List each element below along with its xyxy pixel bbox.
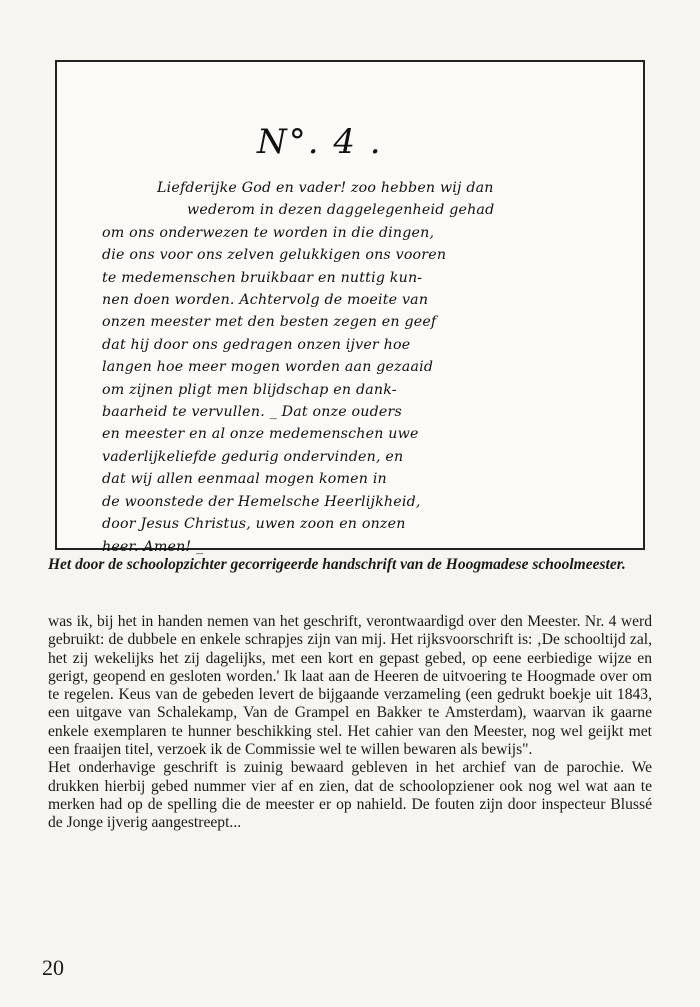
handwriting-line: vaderlijkeliefde gedurig ondervinden, en — [102, 448, 404, 465]
handwriting-line: onzen meester met den besten zegen en geef — [102, 314, 437, 331]
handwriting-line: Liefderijke God en vader! zoo hebben wij dan — [157, 180, 494, 196]
figure-caption: Het door de schoolopzichter gecorrigeerde handschrift van de Hoogmadese schoolmeester. — [48, 556, 626, 573]
page-number: 20 — [42, 955, 64, 980]
handwriting-line: om zijnen pligt men blijdschap en dank- — [102, 381, 397, 398]
handwriting-line: om ons onderwezen te worden in die dingen, — [102, 224, 435, 241]
handwriting-line: de woonstede der Hemelsche Heerlijkheid, — [102, 493, 421, 510]
handwriting-line: baarheid te vervullen. _ Dat onze ouders — [102, 404, 402, 421]
handwriting-line: die ons voor ons zelven gelukkigen ons vooren — [102, 247, 447, 264]
handwriting-line: te medemenschen bruikbaar en nuttig kun- — [102, 269, 423, 286]
handwriting-line: nen doen worden. Achtervolg de moeite van — [102, 292, 429, 309]
handwriting-line: langen hoe meer mogen worden aan gezaaid — [102, 359, 434, 376]
handwriting-line: heer. Amen! _ — [102, 538, 204, 555]
handwriting-figure — [55, 60, 645, 555]
handwriting-line: dat wij allen eenmaal mogen komen in — [102, 471, 387, 488]
paragraph: was ik, bij het in handen nemen van het geschrift, verontwaardigd over den Meester. Nr. 4 werd gebruikt: de dubbele en enkele schrapjes zijn van mij. Het rijksvoorschrift is: ‚De schooltijd zal, het zij wekelijks het zij dagelijks, met een kort en gepast gebed, op eene eerbiedige wijze en gerigt, geopend en gesloten worden.' Ik laat aan de Heeren de uitvoering te Hoogmade over om te regelen. Keus van de gebeden levert de bijgaande verzameling (een gedrukt boekje uit 1843, een uitgave van Schalekamp, Van de Grampel en Bakker te Amsterdam), waarvan ik gaarne enkele exemplaren te hunner beschikking stel. Het cahier van den Meester, nog wel geijkt met een fraaijen titel, verzoek ik de Commissie wel te willen bewaren als bewijs". — [48, 613, 652, 759]
handwriting-heading: N°. 4 . — [257, 122, 383, 162]
handwriting-line: door Jesus Christus, uwen zoon en onzen — [102, 516, 406, 533]
body-text — [48, 613, 652, 833]
handwriting-line: dat hij door ons gedragen onzen ijver hoe — [102, 336, 411, 353]
handwriting-line: wederom in dezen daggelegenheid gehad — [187, 202, 495, 219]
handwriting-text — [102, 177, 622, 558]
paragraph: Het onderhavige geschrift is zuinig bewaard gebleven in het archief van de parochie. We drukken hierbij gebed nummer vier af en zien, dat de schoolopziener ook nog wel wat aan te merken had op de spelling die de meester er op nahield. De fouten zijn door inspecteur Blussé de Jonge ijverig aangestreept... — [48, 759, 652, 832]
handwriting-line: en meester en al onze medemenschen uwe — [102, 426, 419, 443]
